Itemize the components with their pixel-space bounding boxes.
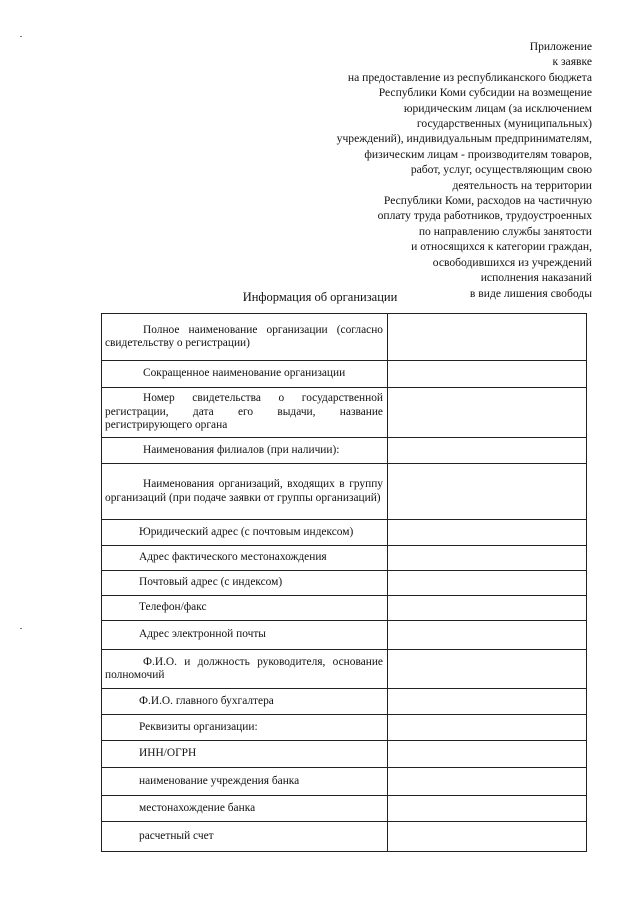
row-label: Почтовый адрес (с индексом) [102, 571, 388, 596]
table-row [102, 689, 587, 715]
row-value-field[interactable] [388, 689, 587, 715]
row-value-field[interactable] [388, 768, 587, 796]
row-label: ИНН/ОГРН [102, 741, 388, 768]
row-value-field[interactable] [388, 314, 587, 361]
header-line: по направлению службы занятости [418, 224, 592, 238]
table-row [102, 314, 587, 361]
row-value-field[interactable] [388, 361, 587, 388]
form-title: Информация об организации [242, 290, 398, 304]
header-line: оплату труда работников, трудоустроенных [377, 209, 592, 223]
table-row [102, 388, 587, 438]
table-row [102, 796, 587, 822]
table-row [102, 571, 587, 596]
header-line: физическим лицам - производителям товаров, [364, 147, 592, 161]
row-value-field[interactable] [388, 822, 587, 852]
table-row [102, 596, 587, 621]
table-row [102, 621, 587, 650]
row-label: Юридический адрес (с почтовым индексом) [102, 520, 388, 546]
row-label: местонахождение банка [102, 796, 388, 822]
table-row [102, 768, 587, 796]
row-value-field[interactable] [388, 621, 587, 650]
header-line: Республики Коми, расходов на частичную [383, 194, 592, 208]
row-label: Телефон/факс [102, 596, 388, 621]
row-label: Реквизиты организации: [102, 715, 388, 741]
header-line: Приложение [529, 40, 592, 53]
header-line: учреждений), индивидуальным предпринимателям, [336, 132, 592, 146]
scan-speck [20, 36, 22, 37]
table-row [102, 650, 587, 689]
row-value-field[interactable] [388, 464, 587, 520]
row-label: Наименования филиалов (при наличии): [102, 438, 388, 464]
row-label: расчетный счет [102, 822, 388, 852]
row-label: наименование учреждения банка [102, 768, 388, 796]
row-value-field[interactable] [388, 741, 587, 768]
row-label: Сокращенное наименование организации [102, 361, 388, 388]
table-row [102, 741, 587, 768]
header-line: Республики Коми субсидии на возмещение [378, 86, 592, 100]
row-label: Полное наименование организации (согласно свидетельству о регистрации) [102, 314, 388, 361]
row-value-field[interactable] [388, 388, 587, 438]
row-value-field[interactable] [388, 571, 587, 596]
row-label: Адрес электронной почты [102, 621, 388, 650]
header-line: деятельность на территории [452, 178, 592, 192]
row-label: Ф.И.О. и должность руководителя, основание полномочий [102, 650, 388, 689]
row-value-field[interactable] [388, 438, 587, 464]
row-value-field[interactable] [388, 796, 587, 822]
table-row [102, 438, 587, 464]
table-row [102, 822, 587, 852]
row-value-field[interactable] [388, 546, 587, 571]
row-value-field[interactable] [388, 715, 587, 741]
row-label: Адрес фактического местонахождения [102, 546, 388, 571]
header-line: и относящихся к категории граждан, [411, 240, 592, 254]
row-value-field[interactable] [388, 650, 587, 689]
header-line: на предоставление из республиканского бюджета [347, 70, 592, 84]
table-row [102, 520, 587, 546]
header-line: государственных (муниципальных) [416, 117, 592, 131]
header-line: к заявке [552, 55, 592, 69]
header-line: исполнения наказаний [480, 271, 592, 285]
row-value-field[interactable] [388, 596, 587, 621]
table-row [102, 715, 587, 741]
header-line: освободившихся из учреждений [432, 255, 592, 269]
scan-speck [20, 628, 22, 629]
header-line: работ, услуг, осуществляющим свою [410, 163, 592, 177]
table-row [102, 464, 587, 520]
appendix-header [272, 39, 592, 301]
row-label: Номер свидетельства о государственной регистрации, дата его выдачи, название регистрирующего органа [102, 388, 388, 438]
header-line: юридическим лицам (за исключением [403, 101, 592, 115]
row-value-field[interactable] [388, 520, 587, 546]
organization-info-table [101, 313, 587, 852]
table-row [102, 546, 587, 571]
table-row [102, 361, 587, 388]
row-label: Наименования организаций, входящих в группу организаций (при подаче заявки от группы организаций) [102, 464, 388, 520]
row-label: Ф.И.О. главного бухгалтера [102, 689, 388, 715]
header-line: в виде лишения свободы [469, 286, 592, 300]
